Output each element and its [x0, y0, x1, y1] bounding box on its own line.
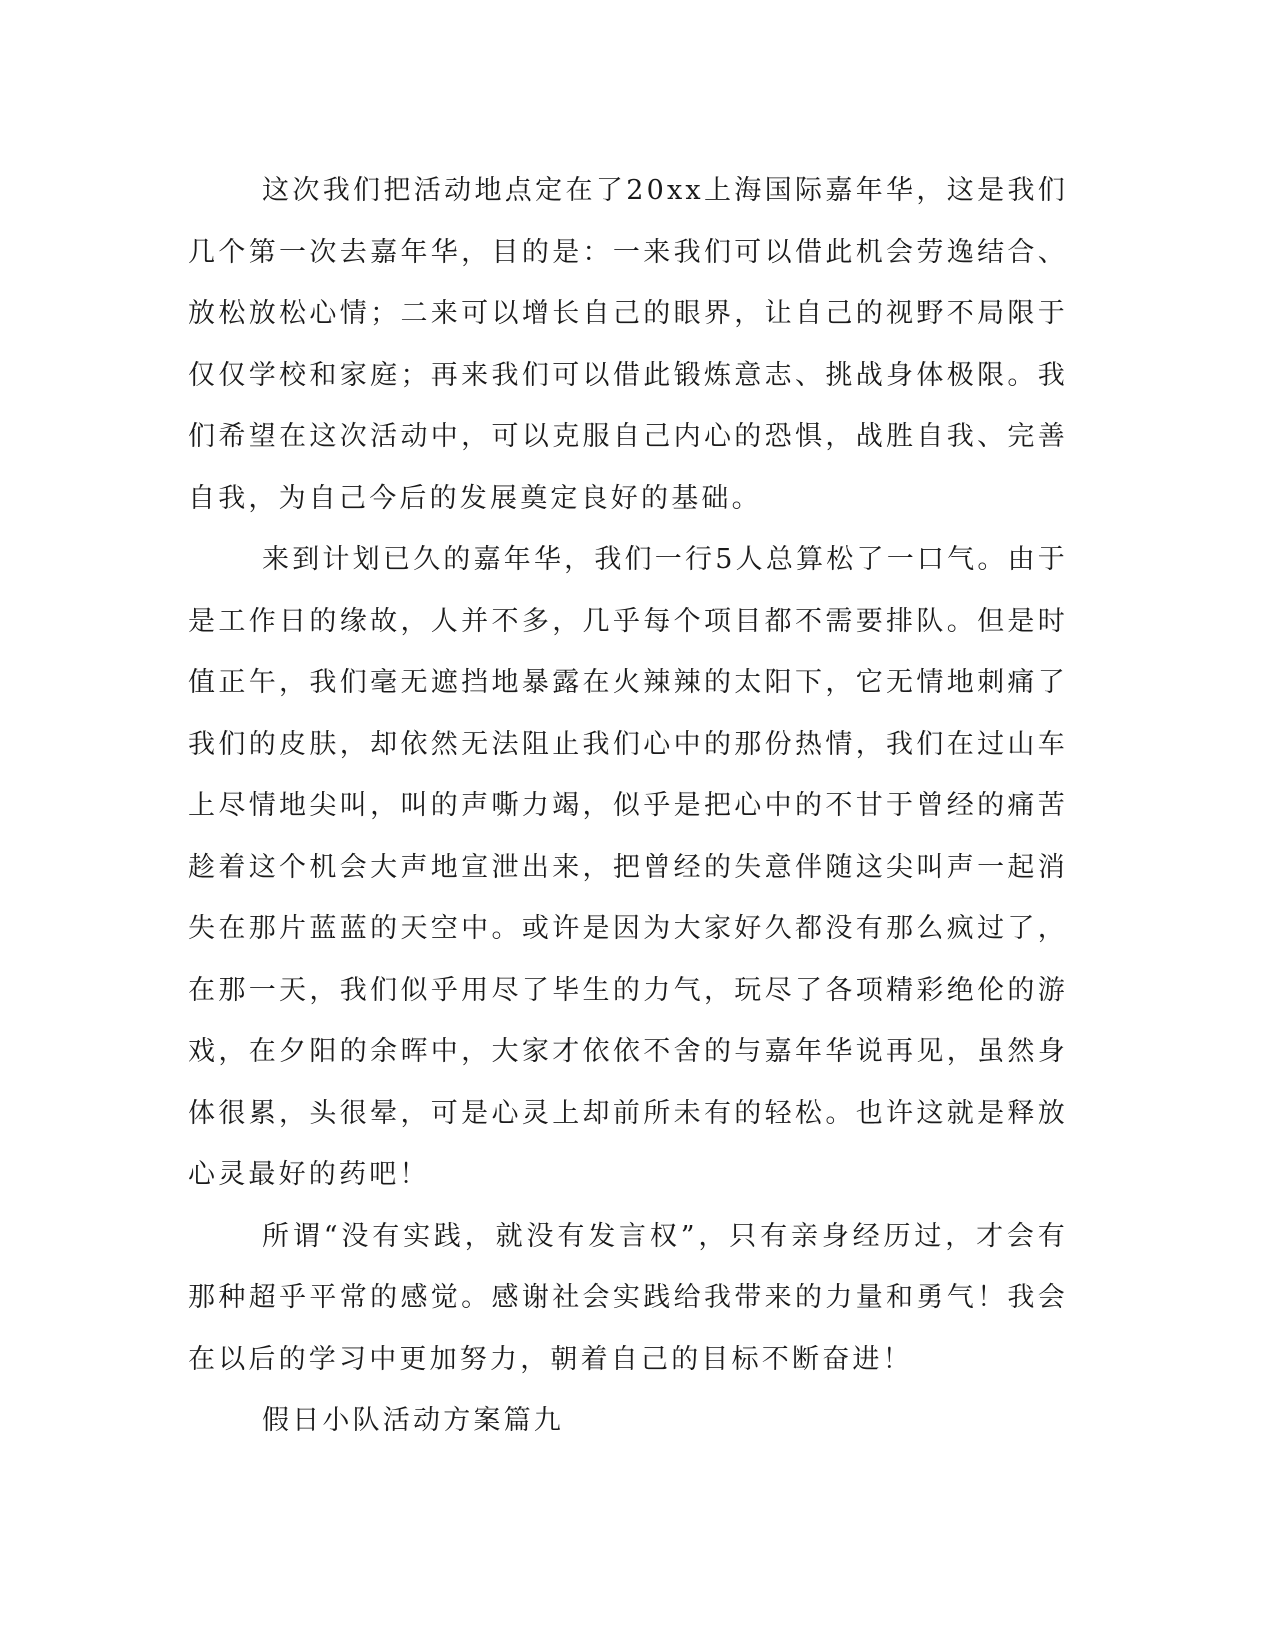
paragraph-carnival: 来到计划已久的嘉年华，我们一行5人总算松了一口气。由于是工作日的缘故，人并不多，几乎每个项目都不需要排队。但是时值正午，我们毫无遮挡地暴露在火辣辣的太阳下，它无情地刺痛了我们的皮肤，却依然无法阻止我们心中的那份热情，我们在过山车上尽情地尖叫，叫的声嘶力竭，似乎是把心中的不甘于曾经的痛苦趁着这个机会大声地宣泄出来，把曾经的失意伴随这尖叫声一起消失在那片蓝蓝的天空中。或许是因为大家好久都没有那么疯过了，在那一天，我们似乎用尽了毕生的力气，玩尽了各项精彩绝伦的游戏，在夕阳的余晖中，大家才依依不舍的与嘉年华说再见，虽然身体很累，头很晕，可是心灵上却前所未有的轻松。也许这就是释放心灵最好的药吧！: [188, 544, 1068, 1190]
paragraph-intro: 这次我们把活动地点定在了20xx上海国际嘉年华，这是我们几个第一次去嘉年华，目的是：一来我们可以借此机会劳逸结合、放松放松心情；二来可以增长自己的眼界，让自己的视野不局限于仅仅学校和家庭；再来我们可以借此锻炼意志、挑战身体极限。我们希望在这次活动中，可以克服自己内心的恐惧，战胜自我、完善自我，为自己今后的发展奠定良好的基础。: [188, 175, 1068, 514]
document-body: [188, 160, 1068, 1452]
section-heading: 假日小队活动方案篇九: [262, 1405, 564, 1436]
paragraph-reflection: 所谓“没有实践，就没有发言权”，只有亲身经历过，才会有那种超乎平常的感觉。感谢社会实践给我带来的力量和勇气！我会在以后的学习中更加努力，朝着自己的目标不断奋进！: [188, 1220, 1068, 1375]
